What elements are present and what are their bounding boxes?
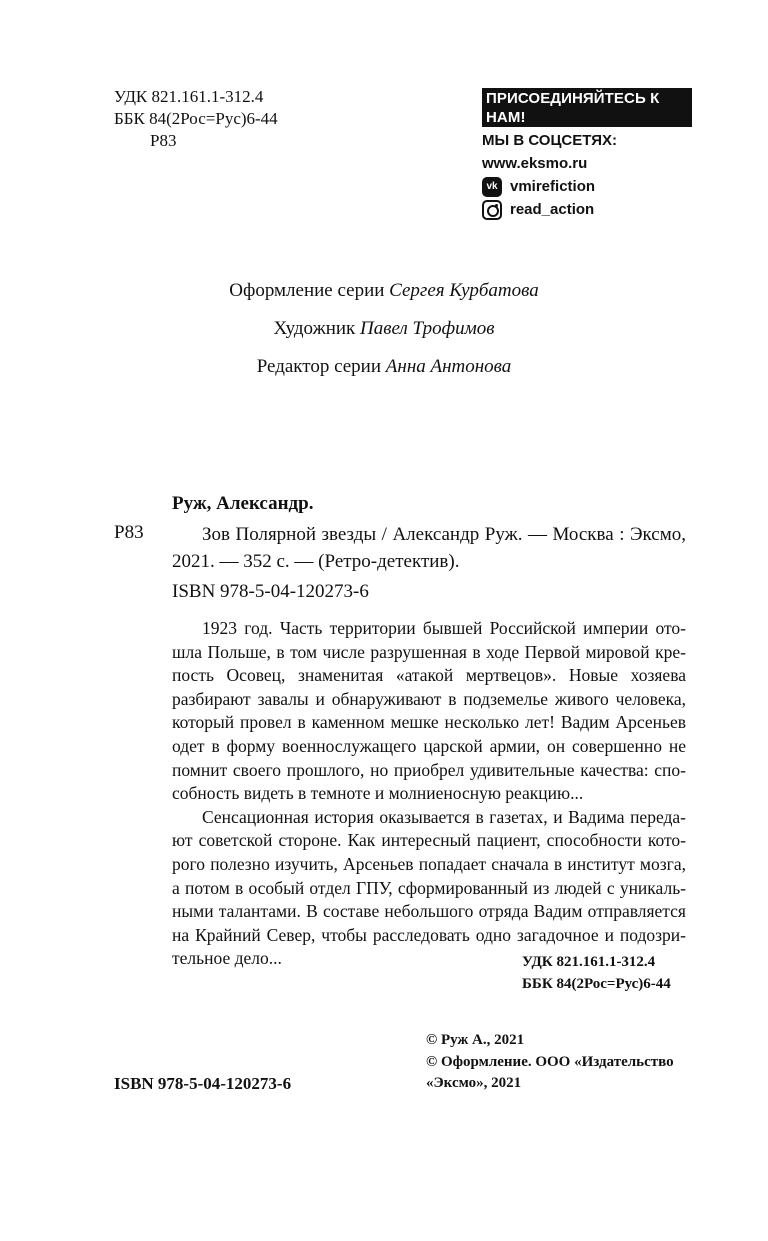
website-row — [482, 152, 692, 175]
bbk-code: ББК 84(2Рос=Рус)6-44 — [114, 109, 278, 128]
card-author: Руж, Александр. — [172, 493, 314, 514]
vk-handle[interactable]: vmirefiction — [510, 177, 596, 195]
artist-name: Павел Трофимов — [360, 318, 495, 339]
annotation-paragraph-2: Сенсационная история оказывается в газетах, и Вадима передают советской стороне. Как интересный пациент, способности которого полезно изучить, Арсеньев попадает сначала в институт мозга, а потом в особый отдел ГПУ, сформированный из людей с уникальными талантами. В составе небольшого отряда Вадим отправляется на Крайний Север, чтобы расследовать одно загадочное и подозрительное дело... — [172, 806, 686, 969]
series-design-credit — [0, 272, 768, 310]
bottom-isbn: ISBN 978-5-04-120273-6 — [114, 1074, 292, 1093]
annotation-paragraph-1: 1923 год. Часть территории бывшей Российской империи отошла Польше, в том числе разрушенная в ходе Первой мировой крепость Осовец, знаменитая «атакой мертвецов». Новые хозяева разбирают завалы и обнаруживают в подземелье живого человека, который провел в каменном мешке несколько лет! Вадим Арсеньев одет в форму военнослужащего царской армии, он совершенно не помнит своего прошлого, но приобрел удивительные качества: способность видеть в темноте и молниеносную реакцию... — [172, 618, 686, 804]
website-link[interactable]: www.eksmo.ru — [482, 154, 588, 172]
card-author-code: Р83 — [114, 522, 144, 543]
card-classification-codes — [522, 951, 671, 995]
instagram-row — [482, 198, 692, 221]
social-heading — [482, 129, 692, 152]
annotation — [172, 617, 686, 971]
instagram-icon — [482, 200, 502, 220]
udk-code: УДК 821.161.1-312.4 — [114, 87, 264, 106]
instagram-handle[interactable]: read_action — [510, 200, 595, 218]
editor-name: Анна Антонова — [385, 356, 512, 377]
editor-label: Редактор серии — [256, 356, 382, 377]
card-udk-code: УДК 821.161.1-312.4 — [522, 954, 656, 970]
artist-label: Художник — [273, 318, 356, 339]
vk-icon: vk — [482, 177, 502, 197]
classification-codes — [114, 86, 278, 152]
artist-credit — [0, 310, 768, 348]
series-design-label: Оформление серии — [229, 280, 385, 301]
author-code: Р83 — [150, 131, 177, 150]
card-title-entry: Зов Полярной звезды / Александр Руж. — Москва : Эксмо, 2021. — 352 с. — (Ретро-детектив). — [172, 524, 686, 572]
join-us-banner: ПРИСОЕДИНЯЙТЕСЬ К НАМ! — [482, 88, 692, 127]
copyright-design: © Оформление. ООО «Издательство «Эксмо», 2021 — [426, 1053, 674, 1091]
series-design-name: Сергея Курбатова — [389, 280, 539, 301]
copyright-block — [426, 1030, 696, 1095]
editor-credit — [0, 348, 768, 386]
vk-row — [482, 175, 692, 198]
social-heading-text: МЫ В СОЦСЕТЯХ: — [482, 131, 618, 149]
credits-block — [0, 272, 768, 386]
card-bbk-code: ББК 84(2Рос=Рус)6-44 — [522, 976, 671, 992]
copyright-author: © Руж А., 2021 — [426, 1032, 525, 1048]
social-block — [482, 88, 692, 221]
card-isbn: ISBN 978-5-04-120273-6 — [172, 581, 369, 602]
